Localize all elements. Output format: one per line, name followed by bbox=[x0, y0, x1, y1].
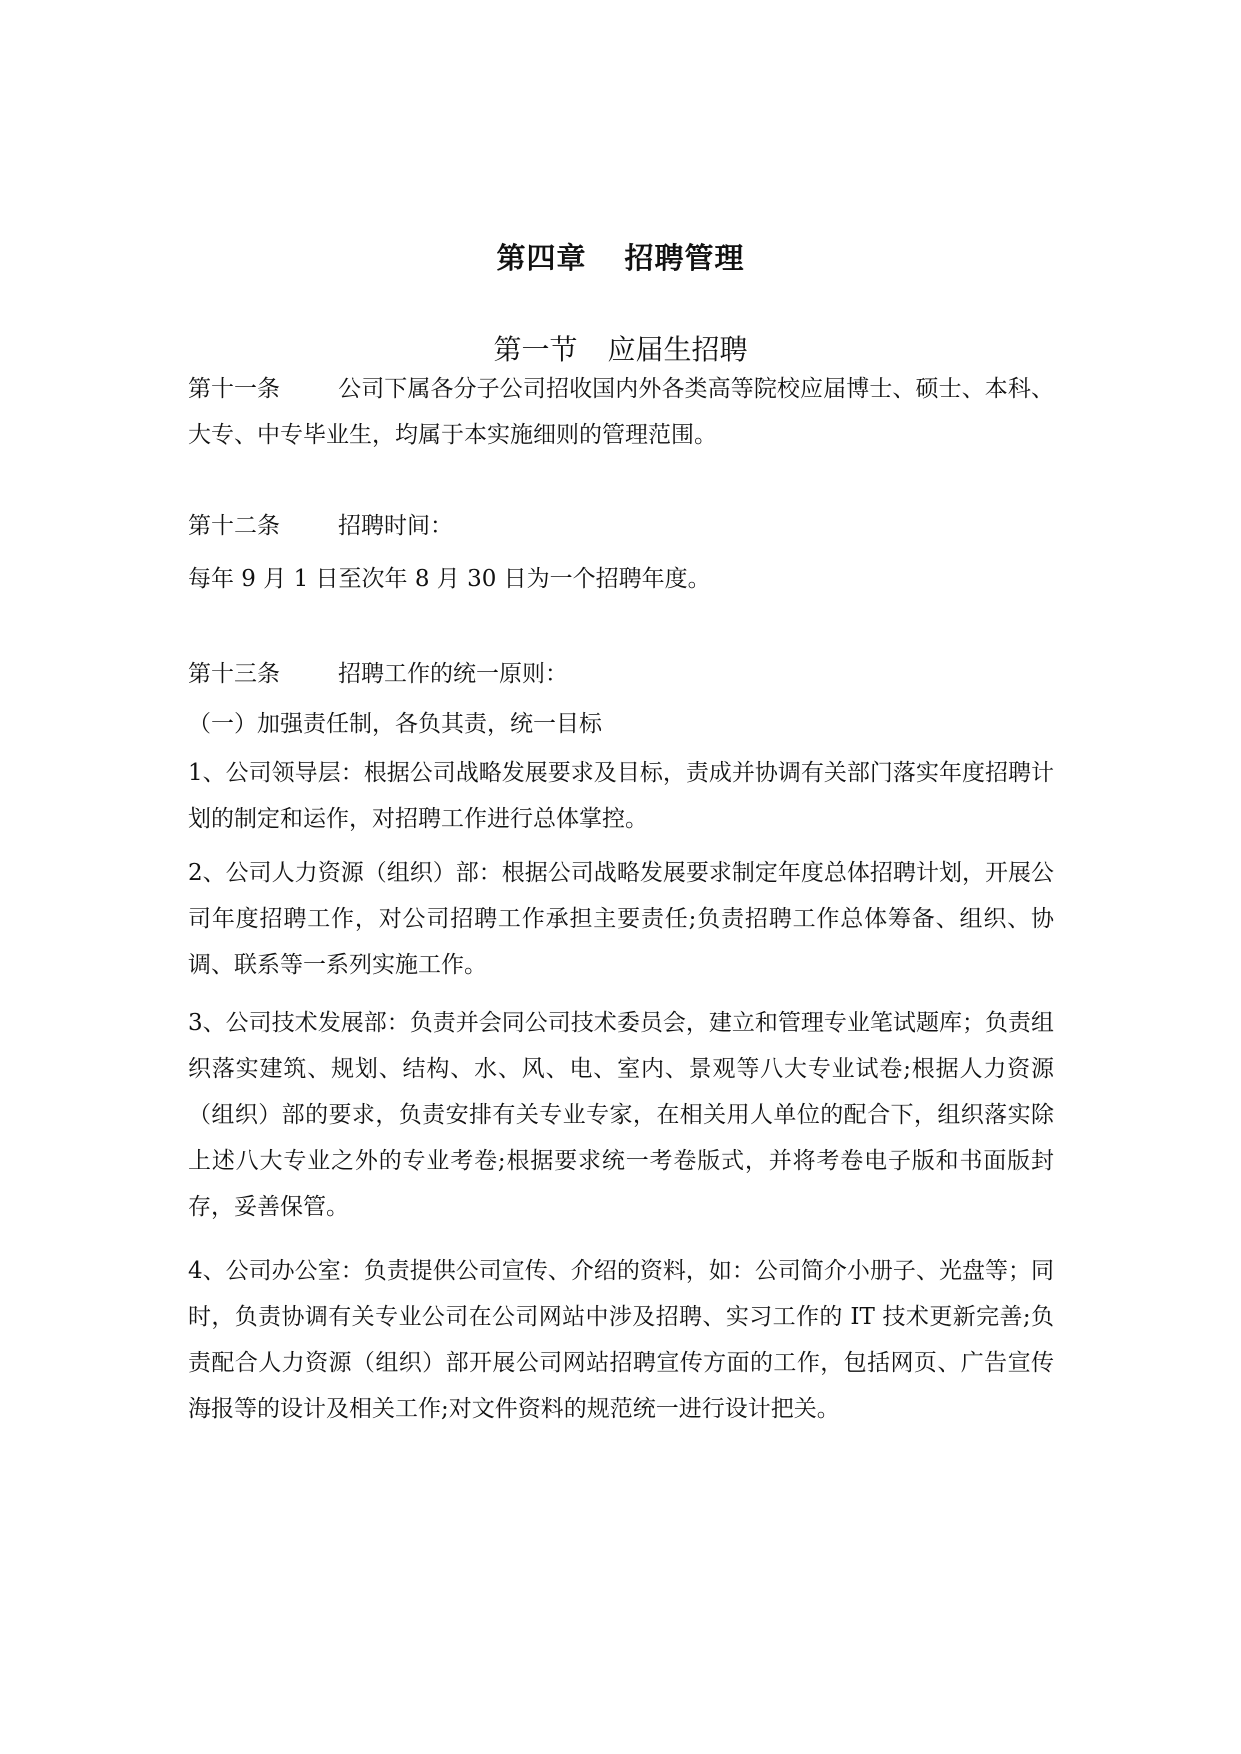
article-text: 招聘时间： bbox=[338, 513, 453, 539]
article-11 bbox=[188, 366, 1054, 458]
article-text: 公司下属各分子公司招收国内外各类高等院校应届博士、硕士、本科、大专、中专毕业生，均属于本实施细则的管理范围。 bbox=[188, 376, 1054, 448]
principle-item: 3、公司技术发展部：负责并会同公司技术委员会，建立和管理专业笔试题库；负责组织落实建筑、规划、结构、水、风、电、室内、景观等八大专业试卷;根据人力资源（组织）部的要求，负责安排有关专业专家，在相关用人单位的配合下，组织落实除上述八大专业之外的专业考卷;根据要求统一考卷版式，并将考卷电子版和书面版封存，妥善保管。 bbox=[188, 1010, 1054, 1220]
principle-item: 1、公司领导层：根据公司战略发展要求及目标，责成并协调有关部门落实年度招聘计划的制定和运作，对招聘工作进行总体掌控。 bbox=[188, 760, 1054, 832]
principle-item: 2、公司人力资源（组织）部：根据公司战略发展要求制定年度总体招聘计划，开展公司年度招聘工作，对公司招聘工作承担主要责任;负责招聘工作总体筹备、组织、协调、联系等一系列实施工作。 bbox=[188, 860, 1054, 978]
article-label: 第十三条 bbox=[188, 661, 280, 687]
principle-item: 4、公司办公室：负责提供公司宣传、介绍的资料，如：公司简介小册子、光盘等；同时，负责协调有关专业公司在公司网站中涉及招聘、实习工作的 IT 技术更新完善;负责配合人力资源（组织）部开展公司网站招聘宣传方面的工作，包括网页、广告宣传海报等的设计及相关工作;对文件资料的规范统一进行设计把关。 bbox=[188, 1258, 1054, 1422]
article-label: 第十一条 bbox=[188, 376, 280, 402]
chapter-name: 招聘管理 bbox=[624, 241, 745, 275]
article-text: 招聘工作的统一原则： bbox=[338, 661, 568, 687]
section-number: 第一节 bbox=[493, 333, 578, 366]
chapter-title bbox=[0, 236, 1241, 277]
article-label: 第十二条 bbox=[188, 513, 280, 539]
section-title bbox=[0, 328, 1241, 368]
article-12 bbox=[188, 503, 1054, 549]
article-12-detail: 每年 9 月 1 日至次年 8 月 30 日为一个招聘年度。 bbox=[188, 566, 711, 592]
article-13 bbox=[188, 651, 1054, 697]
principle-heading: （一）加强责任制，各负其责，统一目标 bbox=[188, 711, 602, 737]
chapter-number: 第四章 bbox=[496, 241, 587, 275]
section-name: 应届生招聘 bbox=[607, 333, 748, 366]
